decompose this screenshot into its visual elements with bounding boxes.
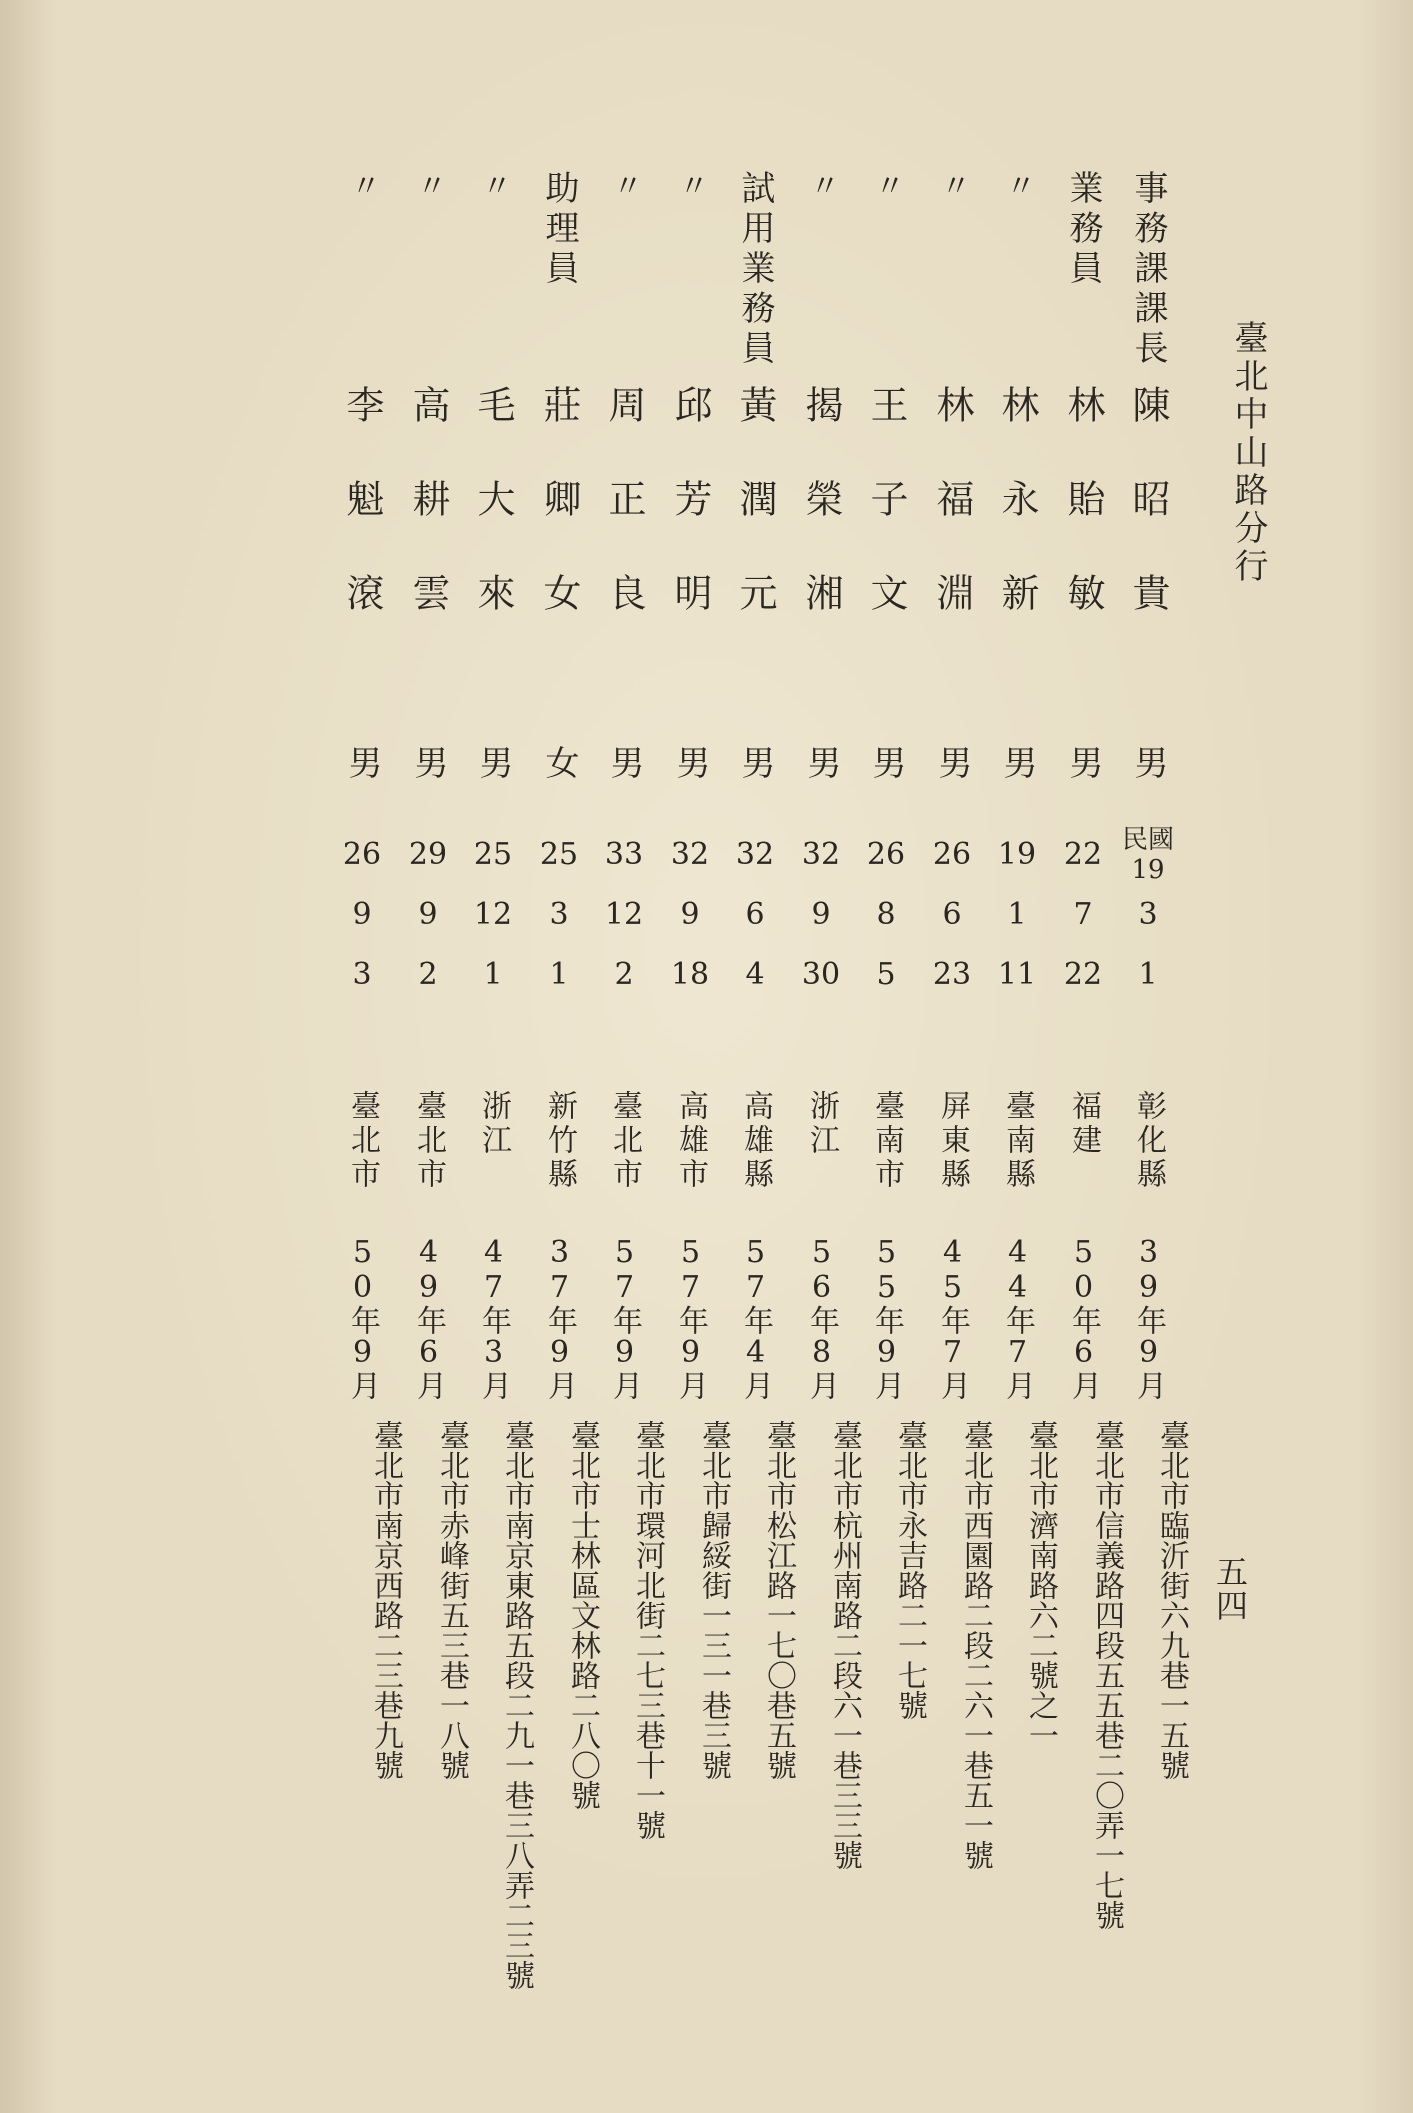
record-title: 〃 [673,170,708,206]
record-sex: 男 [1063,745,1103,779]
dob-part: 9 [811,897,831,932]
dob-part: 6 [745,897,765,932]
dob-part: 32 [735,837,775,872]
dob-part: 30 [801,957,841,992]
record-joined: 57年9月 [673,1235,708,1400]
dob-part: 23 [932,957,972,992]
record-title: 〃 [607,170,642,206]
record-column [791,0,862,2113]
record-joined: 45年7月 [935,1235,970,1400]
dob-part: 3 [549,897,569,932]
record-origin: 高雄縣 [738,1090,773,1192]
record-name: 揭榮湘 [799,385,843,667]
record-dob [791,825,851,1005]
record-address: 臺北市松江路一七〇巷五號 [761,1420,796,1780]
record-joined: 50年9月 [345,1235,380,1400]
record-address: 臺北市永吉路二一七號 [892,1420,927,1720]
record-column [1118,0,1189,2113]
record-origin: 福建 [1066,1090,1101,1158]
dob-part: 9 [680,897,700,932]
record-dob [332,825,392,1005]
record-name: 林貽敏 [1061,385,1105,667]
dob-part: 3 [1138,897,1158,932]
dob-part: 12 [604,897,644,932]
record-name: 高耕雲 [406,385,450,667]
dob-part: 26 [932,837,972,872]
record-joined: 57年9月 [607,1235,642,1400]
dob-part: 3 [352,957,372,992]
record-origin: 屏東縣 [935,1090,970,1192]
record-address: 臺北市環河北街二七三巷十一號 [630,1420,665,1840]
record-origin: 臺南市 [869,1090,904,1192]
record-joined: 49年6月 [411,1235,446,1400]
dob-part: 32 [670,837,710,872]
record-origin: 高雄市 [673,1090,708,1192]
dob-part: 2 [614,957,634,992]
dob-part: 19 [997,837,1037,872]
dob-part: 25 [473,837,513,872]
record-origin: 彰化縣 [1131,1090,1166,1192]
record-address: 臺北市濟南路六二號之一 [1023,1420,1058,1750]
record-name: 邱芳明 [668,385,712,667]
record-origin: 臺北市 [345,1090,380,1192]
record-sex: 女 [539,745,579,779]
record-title: 助理員 [539,170,579,290]
record-name: 林永新 [995,385,1039,667]
record-sex: 男 [997,745,1037,779]
record-origin: 臺北市 [607,1090,642,1192]
record-joined: 44年7月 [1000,1235,1035,1400]
record-address: 臺北市臨沂街六九巷一五號 [1154,1420,1189,1780]
record-joined: 56年8月 [804,1235,839,1400]
record-dob [594,825,654,1005]
dob-part: 11 [997,957,1037,992]
dob-part: 1 [549,957,569,992]
record-joined: 39年9月 [1131,1235,1166,1400]
record-sex: 男 [604,745,644,779]
record-title: 〃 [804,170,839,206]
record-sex: 男 [932,745,972,779]
dob-part: 26 [866,837,906,872]
record-title: 業務員 [1063,170,1103,290]
record-dob [725,825,785,1005]
record-name: 林福淵 [930,385,974,667]
dob-part: 6 [942,897,962,932]
record-column [463,0,534,2113]
record-origin: 浙江 [476,1090,511,1158]
record-column [725,0,796,2113]
record-sex: 男 [473,745,513,779]
record-column [529,0,600,2113]
record-title: 〃 [869,170,904,206]
dob-part: 1 [483,957,503,992]
record-title: 〃 [935,170,970,206]
record-column [332,0,403,2113]
record-name: 李魁滾 [340,385,384,667]
record-sex: 男 [342,745,382,779]
record-joined: 55年9月 [869,1235,904,1400]
record-sex: 男 [1128,745,1168,779]
record-joined: 37年9月 [542,1235,577,1400]
dob-part: 22 [1063,837,1103,872]
dob-part: 9 [352,897,372,932]
record-name: 周正良 [602,385,646,667]
record-joined: 57年4月 [738,1235,773,1400]
record-joined: 47年3月 [476,1235,511,1400]
record-dob [987,825,1047,1005]
dob-part: 1 [1007,897,1027,932]
record-column [660,0,731,2113]
record-dob [529,825,589,1005]
dob-part: 18 [670,957,710,992]
record-address: 臺北市赤峰街五三巷一八號 [434,1420,469,1780]
dob-part: 25 [539,837,579,872]
dob-part: 33 [604,837,644,872]
record-dob [1118,825,1178,1005]
record-dob [463,825,523,1005]
dob-part: 9 [418,897,438,932]
record-origin: 新竹縣 [542,1090,577,1192]
record-title: 事務課課長 [1128,170,1168,370]
page-number: 五四 [1211,1555,1249,1623]
dob-part: 5 [876,957,896,992]
record-column [594,0,665,2113]
record-address: 臺北市歸綏街一三一巷三號 [696,1420,731,1780]
dob-part: 29 [408,837,448,872]
record-column [856,0,927,2113]
record-address: 臺北市南京西路二三巷九號 [368,1420,403,1780]
record-column [922,0,993,2113]
record-origin: 臺南縣 [1000,1090,1035,1192]
record-joined: 50年6月 [1066,1235,1101,1400]
dob-part: 民國19 [1121,825,1174,885]
dob-part: 26 [342,837,382,872]
dob-part: 2 [418,957,438,992]
record-address: 臺北市南京東路五段二九一巷三八弄二三號 [499,1420,534,1990]
dob-part: 22 [1063,957,1103,992]
record-dob [856,825,916,1005]
record-name: 莊卿女 [537,385,581,667]
record-column [1053,0,1124,2113]
record-name: 王子文 [864,385,908,667]
record-dob [922,825,982,1005]
record-address: 臺北市信義路四段五五巷二〇弄一七號 [1089,1420,1124,1930]
record-sex: 男 [801,745,841,779]
record-dob [398,825,458,1005]
record-title: 〃 [1000,170,1035,206]
record-sex: 男 [670,745,710,779]
record-origin: 臺北市 [411,1090,446,1192]
record-origin: 浙江 [804,1090,839,1158]
record-address: 臺北市西園路二段二六一巷五一號 [958,1420,993,1870]
record-sex: 男 [735,745,775,779]
record-title: 〃 [345,170,380,206]
dob-part: 7 [1073,897,1093,932]
dob-part: 4 [745,957,765,992]
record-dob [660,825,720,1005]
record-title: 〃 [411,170,446,206]
dob-part: 8 [876,897,896,932]
record-column [987,0,1058,2113]
record-column [398,0,469,2113]
dob-part: 12 [473,897,513,932]
record-name: 陳昭貴 [1126,385,1170,667]
record-sex: 男 [866,745,906,779]
branch-title: 臺北中山路分行 [1228,320,1268,586]
record-title: 〃 [476,170,511,206]
record-dob [1053,825,1113,1005]
record-name: 毛大來 [471,385,515,667]
record-sex: 男 [408,745,448,779]
record-name: 黃潤元 [733,385,777,667]
dob-part: 1 [1138,957,1158,992]
dob-part: 32 [801,837,841,872]
record-address: 臺北市杭州南路二段六一巷三三號 [827,1420,862,1870]
record-address: 臺北市士林區文林路二八〇號 [565,1420,600,1810]
record-title: 試用業務員 [735,170,775,370]
